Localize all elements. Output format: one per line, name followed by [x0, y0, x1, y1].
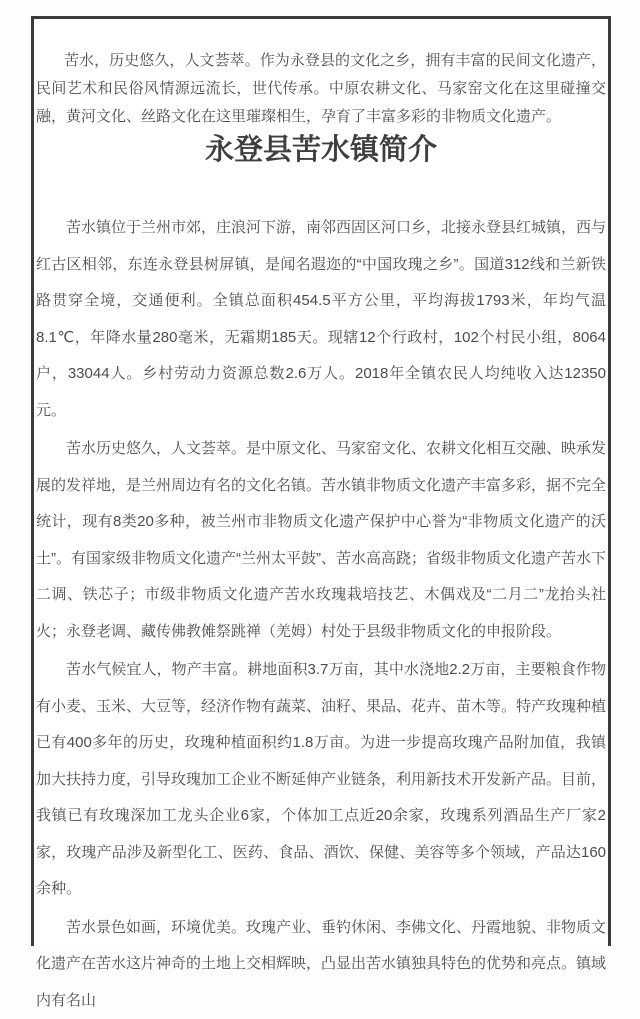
body-paragraph-overview: 苦水镇位于兰州市郊，庄浪河下游，南邻西固区河口乡，北接永登县红城镇，西与红古区相邻，东连永登县树屏镇，是闻名遐迩的“中国玫瑰之乡”。国道312线和兰新铁路贯穿全境，交通便利。全镇总面积454.5平方公里，平均海拔1793米，年均气温8.1℃，年降水量280毫米，无霜期185天。现辖12个行政村，102个村民小组，8064户，33044人。乡村劳动力资源总数2.6万人。2018年全镇农民人均纯收入达12350元。	[36, 210, 606, 429]
body-paragraph-culture-heritage: 苦水历史悠久，人文荟萃。是中原文化、马家窑文化、农耕文化相互交融、映承发展的发祥地，是兰州周边有名的文化名镇。苦水镇非物质文化遗产丰富多彩，据不完全统计，现有8类20多种，被兰州市非物质文化遗产保护中心誉为“非物质文化遗产的沃土”。有国家级非物质文化遗产“兰州太平鼓”、苦水高高跷；省级非物质文化遗产苦水下二调、铁芯子；市级非物质文化遗产苦水玫瑰栽培技艺、木偶戏及“二月二”龙抬头社火；永登老调、藏传佛教傩祭跳禅（羌姆）村处于县级非物质文化的申报阶段。	[36, 431, 606, 650]
document-content	[36, 47, 606, 1019]
intro-paragraph: 苦水，历史悠久，人文荟萃。作为永登县的文化之乡，拥有丰富的民间文化遗产，民间艺术和民俗风情源远流长，世代传承。中原农耕文化、马家窑文化在这里碰撞交融，黄河文化、丝路文化在这里璀璨相生，孕育了丰富多彩的非物质文化遗产。	[36, 47, 606, 131]
page-title: 永登县苦水镇简介	[36, 131, 606, 169]
body-paragraph-scenery: 苦水景色如画，环境优美。玫瑰产业、垂钓休闲、李佛文化、丹霞地貌、非物质文化遗产在苦水这片神奇的土地上交相辉映，凸显出苦水镇独具特色的优势和亮点。镇域内有名山	[36, 910, 606, 1019]
document-page	[31, 16, 611, 946]
body-paragraph-economy-rose-industry: 苦水气候宜人，物产丰富。耕地面积3.7万亩，其中水浇地2.2万亩，主要粮食作物有小麦、玉米、大豆等，经济作物有蔬菜、油籽、果品、花卉、苗木等。特产玫瑰种植已有400多年的历史，玫瑰种植面积约1.8万亩。为进一步提高玫瑰产品附加值，我镇加大扶持力度，引导玫瑰加工企业不断延伸产业链条，利用新技术开发新产品。目前，我镇已有玫瑰深加工龙头企业6家，个体加工点近20余家，玫瑰系列酒品生产厂家2家，玫瑰产品涉及新型化工、医药、食品、酒饮、保健、美容等多个领域，产品达160余种。	[36, 652, 606, 908]
